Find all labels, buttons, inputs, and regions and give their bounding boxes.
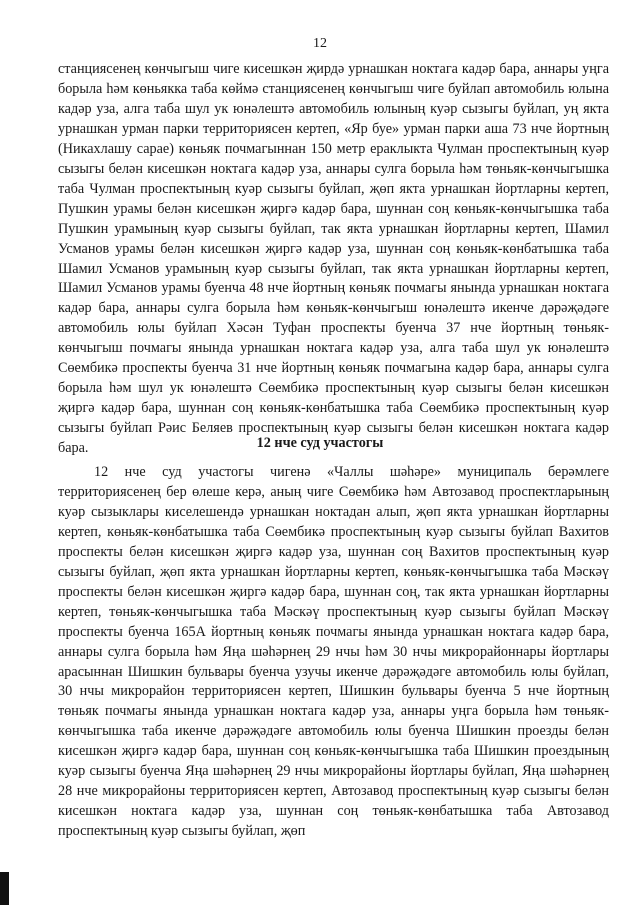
paragraph-section-12: 12 нче суд участогы чигенә «Чаллы шәһәре» муниципаль берәмлеге территориясенең бер өлеше керә, аның чиге Сөембикә һәм Автозавод проспектларының куәр сызыклары киселешендә урнашкан ноктадан алып, җөп якта урнашкан йортларны кертеп, көньяк-көнбатышка таба Сөембикә проспектының куәр сызыгы буйлап Вахитов проспекты белән кисешкән җиргә кадәр уза, шуннан соң Вахитов проспектының куәр сызыгы буйлап, җөп якта урнашкан йортларны кертеп, көньяк-көнчыгышка таба Мәскәү проспекты белән кисешкән җиргә кадәр бара, шуннан соң, так якта урнашкан йортларны кертеп, төньяк-көнчыгышка таба Мәскәү проспектының куәр сызыгы буйлап Мәскәү проспекты буенча 165А йортның көньяк почмагы янында урнашкан ноктага кадәр бара, аннары сулга борыла һәм Яңа шәһәрнең 29 нчы һәм 30 нчы микрорайоннары йортлары арасыннан Шишкин бульвары буенча узучы икенче дәрәҗәдәге автомобиль юлы буйлап, 30 нчы микрорайон территориясен кертеп, Шишкин бульвары буенча 5 нче йортның төньяк почмагы янында урнашкан ноктага кадәр уза, аннары уңга борыла һәм төньяк-көнчыгышка таба икенче дәрәҗәдәге автомобиль юлы буенча Шишкин проезды белән кисешкән җиргә кадәр бара, шуннан соң көньяк-көнчыгышка таба Шишкин проездының куәр сызыгы буенча Яңа шәһәрнең 29 нчы микрорайоны йортлары буйлап, Яңа шәһәрнең 28 нче микрорайоны территориясен кертеп, Автозавод проспектының куәр сызыгы белән кисешкән ноктага кадәр уза, шуннан соң төньяк-көнбатышка таба Автозавод проспектының куәр сызыгы буйлап, җөп <box>58 464 609 840</box>
paragraph-continued: станциясенең көнчыгыш чиге кисешкән җирдә урнашкан ноктага кадәр бара, аннары уңга борыла һәм көньякка таба көймә станциясенең көнчыгыш чиге буйлап автомобиль юлына кадәр уза, алга таба шул ук юнәлештә автомобиль юлының куәр сызыгы буйлап, уң якта урнашкан урман парки территориясен кертеп, «Яр буе» урман парки аша 73 нче йортның (Никахлашу сарае) көньяк почмагыннан 150 метр ераклыкта Чулман проспектының куәр сызыгы белән кисешкән ноктага кадәр уза, аннары сулга борыла һәм төньяк-көнчыгышка таба Чулман проспектының куәр сызыгы буйлап, җөп якта урнашкан йортларны кертеп, Пушкин урамы белән кисешкән җиргә кадәр бара, шуннан соң көньяк-көнчыгышка таба Пушкин урамының куәр сызыгы буйлап, так якта урнашкан йортларны кертеп, Шамил Усманов урамы белән кисешкән җиргә кадәр уза, шуннан соң көньяк-көнбатышка таба Шамил Усманов урамының куәр сызыгы буйлап, так якта урнашкан йортларны кертеп, Шамил Усманов урамы буенча 48 нче йортның көньяк почмагы янында урнашкан ноктага кадәр бара, аннары сулга борыла һәм көньяк-көнчыгыш юнәлештә икенче дәрәҗәдәге автомобиль юлы буйлап Хәсән Туфан проспекты буенча 37 нче йортның төньяк-көнчыгыш почмагы янында урнашкан ноктага кадәр уза, алга таба шул ук юнәлештә Сөембикә проспекты буенча 31 нче йортның көньяк почмагына кадәр бара, аннары сулга борыла һәм шул ук юнәлештә Сөембикә проспектының куәр сызыгы белән кисешкән җиргә кадәр бара, шуннан соң көньяк-көнбатышка таба Сөембикә проспектының куәр сызыгы буйлап Рәис Беляев проспектының куәр сызыгы белән кисешкән ноктага кадәр бара. <box>58 61 609 457</box>
page-number: 12 <box>313 36 327 51</box>
scan-edge-mark <box>0 872 9 905</box>
section-heading: 12 нче суд участогы <box>256 435 384 451</box>
